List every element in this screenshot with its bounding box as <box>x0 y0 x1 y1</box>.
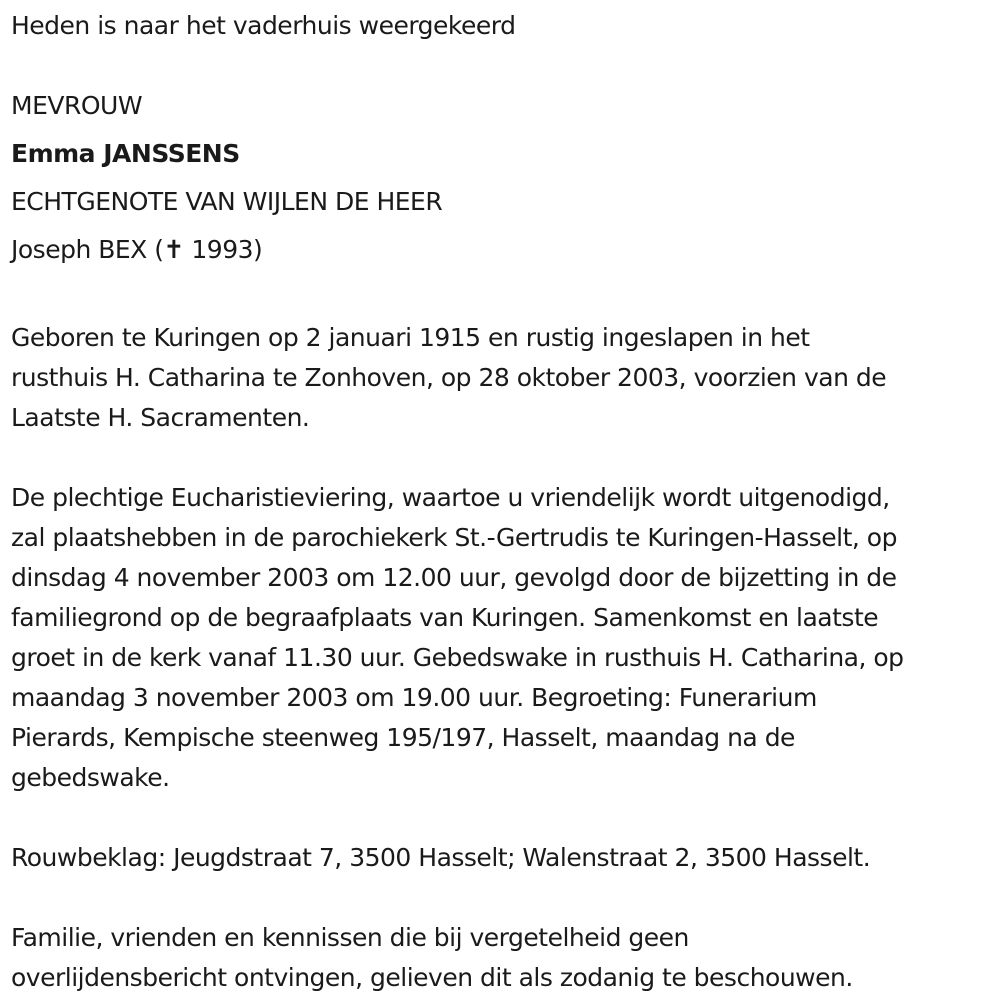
funeral-service-paragraph <box>11 478 993 798</box>
deceased-name: Emma JANSSENS <box>11 139 240 168</box>
paragraph-line: gebedswake. <box>11 763 170 792</box>
paragraph-line: Laatste H. Sacramenten. <box>11 403 310 432</box>
condolences-paragraph <box>11 838 993 878</box>
paragraph-line: Geboren te Kuringen op 2 januari 1915 en rustig ingeslapen in het <box>11 323 810 352</box>
paragraph-line: dinsdag 4 november 2003 om 12.00 uur, gevolgd door de bijzetting in de <box>11 563 897 592</box>
paragraph-line: maandag 3 november 2003 om 19.00 uur. Begroeting: Funerarium <box>11 683 817 712</box>
paragraph-line: overlijdensbericht ontvingen, gelieven dit als zodanig te beschouwen. <box>11 963 853 992</box>
paragraph-line: zal plaatshebben in de parochiekerk St.-Gertrudis te Kuringen-Hasselt, op <box>11 523 897 552</box>
paragraph-line: groet in de kerk vanaf 11.30 uur. Gebedswake in rusthuis H. Catharina, op <box>11 643 904 672</box>
paragraph-line: Pierards, Kempische steenweg 195/197, Hasselt, maandag na de <box>11 723 795 752</box>
paragraph-line: De plechtige Eucharistieviering, waartoe u vriendelijk wordt uitgenodigd, <box>11 483 890 512</box>
paragraph-line: Rouwbeklag: Jeugdstraat 7, 3500 Hasselt; Walenstraat 2, 3500 Hasselt. <box>11 843 871 872</box>
family-note-paragraph <box>11 918 993 998</box>
paragraph-line: Familie, vrienden en kennissen die bij vergetelheid geen <box>11 923 689 952</box>
intro-line: Heden is naar het vaderhuis weergekeerd <box>11 11 516 40</box>
spouse-intro-line: ECHTGENOTE VAN WIJLEN DE HEER <box>11 187 443 216</box>
title-line: MEVROUW <box>11 91 143 120</box>
paragraph-line: familiegrond op de begraafplaats van Kuringen. Samenkomst en laatste <box>11 603 879 632</box>
obituary-notice <box>11 0 993 998</box>
spouse-name: Joseph BEX (✝ 1993) <box>11 235 263 264</box>
paragraph-line: rusthuis H. Catharina te Zonhoven, op 28 oktober 2003, voorzien van de <box>11 363 887 392</box>
birth-death-paragraph <box>11 318 993 438</box>
